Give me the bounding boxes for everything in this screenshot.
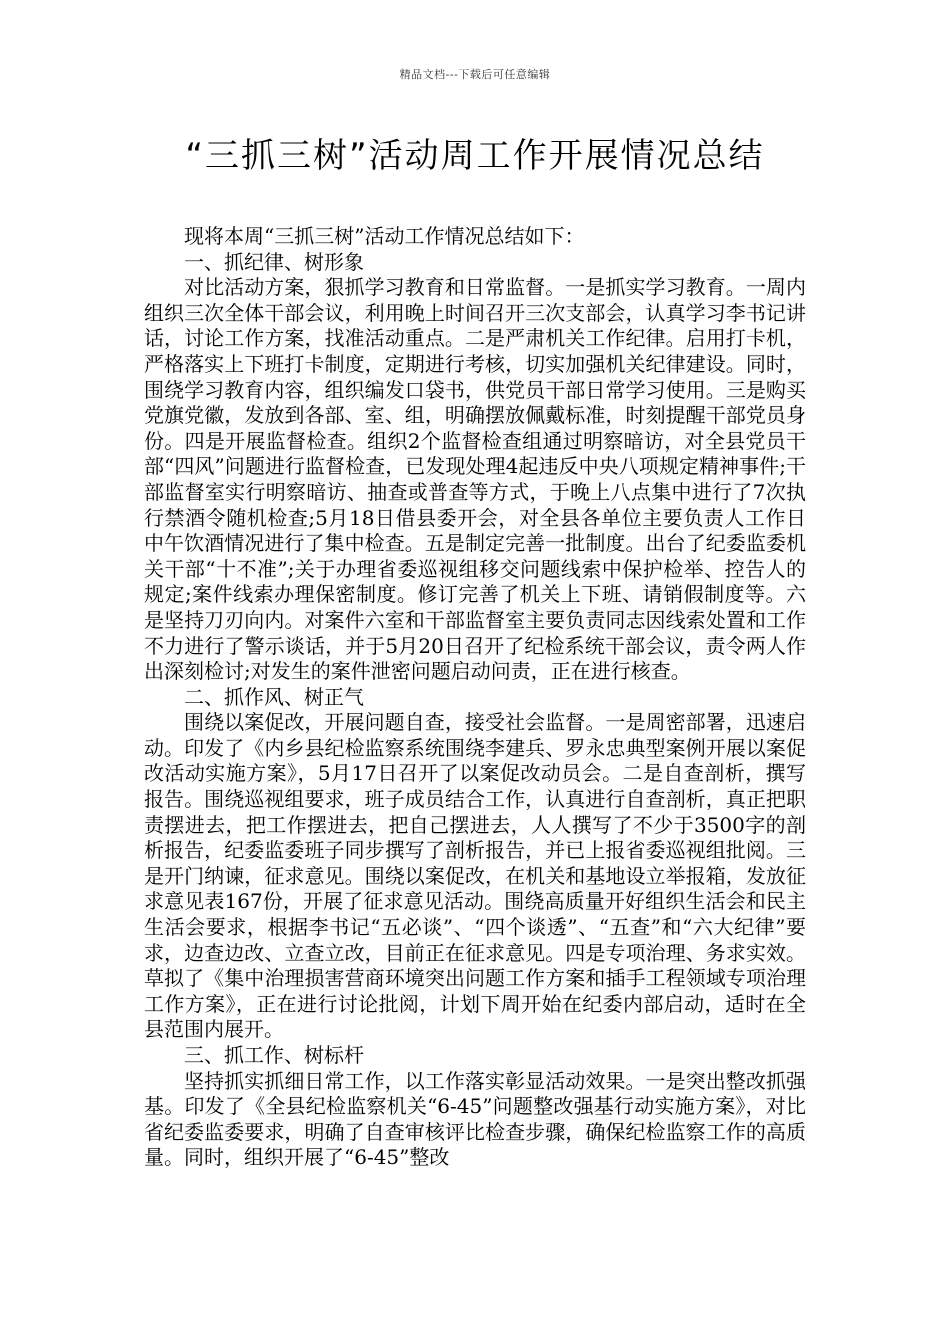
section-body-3: 坚持抓实抓细日常工作，以工作落实彰显活动效果。一是突出整改抓强基。印发了《全县纪检监察机关“6-45”问题整改强基行动实施方案》，对比省纪委监委要求，明确了自查审核评比检查步骤，确保纪检监察工作的高质量。同时，组织开展了“6-45”整改 bbox=[144, 1068, 806, 1170]
header-note: 精品文档---下载后可任意编辑 bbox=[399, 68, 551, 81]
document-title: “三抓三树”活动周工作开展情况总结 bbox=[185, 136, 765, 176]
section-heading-1: 一、抓纪律、树形象 bbox=[184, 249, 364, 274]
section-heading-3: 三、抓工作、树标杆 bbox=[184, 1043, 364, 1067]
section-heading-2: 二、抓作风、树正气 bbox=[184, 684, 364, 709]
intro-paragraph: 现将本周“三抓三树”活动工作情况总结如下： bbox=[184, 224, 585, 248]
section-body-2: 围绕以案促改，开展问题自查，接受社会监督。一是周密部署，迅速启动。印发了《内乡县纪检监察系统围绕李建兵、罗永忠典型案例开展以案促改活动实施方案》，5月17日召开了以案促改动员会。二是自查剖析，撰写报告。围绕巡视组要求，班子成员结合工作，认真进行自查剖析，真正把职责摆进去，把工作摆进去，把自己摆进去，人人撰写了不少于3500字的剖析报告，纪委监委班子同步撰写了剖析报告，并已上报省委巡视组批阅。三是开门纳谏，征求意见。围绕以案促改，在机关和基地设立举报箱，发放征求意见表167份，开展了征求意见活动。围绕高质量开好组织生活会和民主生活会要求，根据李书记“五必谈”、“四个谈透”、“五查”和“六大纪律”要求，边查边改、立查立改，目前正在征求意见。四是专项治理、务求实效。草拟了《集中治理损害营商环境突出问题工作方案和插手工程领域专项治理工作方案》，正在进行讨论批阅，计划下周开始在纪委内部启动，适时在全县范围内展开。 bbox=[144, 710, 806, 1042]
section-body-1: 对比活动方案，狠抓学习教育和日常监督。一是抓实学习教育。一周内组织三次全体干部会议，利用晚上时间召开三次支部会，认真学习李书记讲话，讨论工作方案，找准活动重点。二是严肃机关工作纪律。启用打卡机，严格落实上下班打卡制度，定期进行考核，切实加强机关纪律建设。同时，围绕学习教育内容，组织编发口袋书，供党员干部日常学习使用。三是购买党旗党徽，发放到各部、室、组，明确摆放佩戴标准，时刻提醒干部党员身份。四是开展监督检查。组织2个监督检查组通过明察暗访，对全县党员干部“四风”问题进行监督检查，已发现处理4起违反中央八项规定精神事件;干部监督室实行明察暗访、抽查或普查等方式，于晚上八点集中进行了7次执行禁酒令随机检查;5月18日借县委开会，对全县各单位主要负责人工作日中午饮酒情况进行了集中检查。五是制定完善一批制度。出台了纪委监委机关干部“十不准”;关于办理省委巡视组移交问题线索中保护检举、控告人的规定;案件线索办理保密制度。修订完善了机关上下班、请销假制度等。六是坚持刀刃向内。对案件六室和干部监督室主要负责同志因线索处置和工作不力进行了警示谈话，并于5月20日召开了纪检系统干部会议，责令两人作出深刻检讨;对发生的案件泄密问题启动问责，正在进行核查。 bbox=[144, 275, 806, 684]
document-body bbox=[144, 224, 806, 1171]
